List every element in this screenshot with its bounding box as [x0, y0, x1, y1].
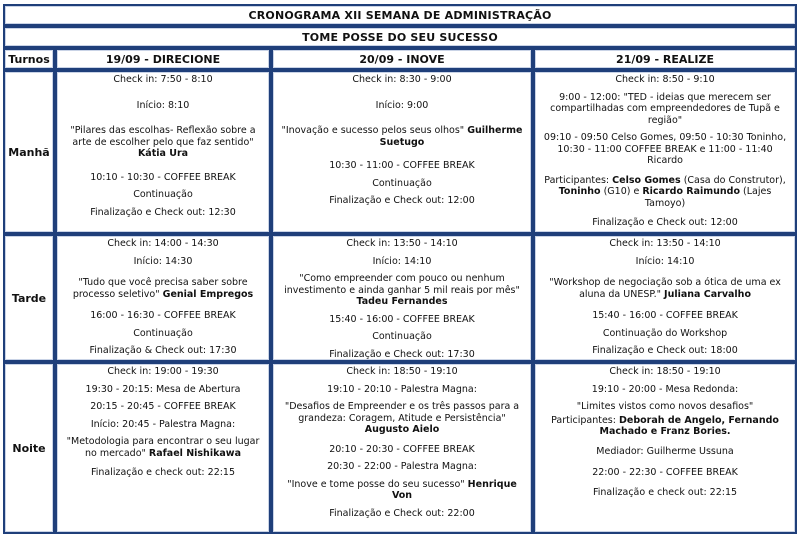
- coffee-break-text: 20:15 - 20:45 - COFFEE BREAK: [90, 401, 236, 412]
- continuation-text: Continuação: [372, 331, 432, 342]
- talk-block: [281, 125, 523, 148]
- cell-noite-day2: [271, 362, 533, 534]
- participant-names: Deborah de Angelo, Fernando Machado e Franz Bories.: [599, 414, 779, 437]
- coffee-break-text: 15:40 - 16:00 - COFFEE BREAK: [592, 310, 738, 321]
- opening-text: 19:30 - 20:15: Mesa de Abertura: [85, 383, 241, 395]
- talk-block: [281, 401, 523, 436]
- continuation-text: Continuação do Workshop: [602, 327, 728, 339]
- speaker-name: Kátia Ura: [137, 148, 189, 159]
- cell-noite-day1: [55, 362, 271, 534]
- participant-name: Celso Gomes: [612, 174, 681, 186]
- checkout-text: Finalização e Check out: 12:00: [329, 195, 475, 206]
- inicio-text: Início: 14:30: [133, 255, 193, 267]
- speaker-name: Guilherme Suetugo: [379, 125, 523, 148]
- talk-title: "Workshop de negociação sob a ótica de uma ex aluna da UNESP.": [549, 277, 781, 300]
- checkin-text: Check in: 18:50 - 19:10: [346, 366, 458, 377]
- participants-block: [543, 415, 787, 438]
- talk-title: "Desafios de Empreender e os três passos para a grandeza: Coragem, Atitude e Persistência": [284, 401, 520, 424]
- talk-block: [281, 273, 523, 308]
- checkin-text: Check in: 18:50 - 19:10: [609, 366, 721, 377]
- participant-name: Toninho: [558, 186, 601, 197]
- speaker-name: Henrique Von: [391, 478, 517, 501]
- palestra-text: 20:30 - 22:00 - Palestra Magna:: [327, 461, 477, 472]
- coffee-break-text: 20:10 - 20:30 - COFFEE BREAK: [329, 443, 475, 455]
- column-header-day3: 21/09 - REALIZE: [533, 48, 797, 70]
- talk-title: "Inovação e sucesso pelos seus olhos": [281, 125, 465, 136]
- checkin-text: Check in: 13:50 - 14:10: [609, 238, 721, 249]
- coffee-break-text: 15:40 - 16:00 - COFFEE BREAK: [329, 313, 475, 325]
- talk-block: [65, 277, 261, 300]
- coffee-break-text: 22:00 - 22:30 - COFFEE BREAK: [592, 467, 738, 478]
- inicio-text: Início: 14:10: [635, 255, 695, 267]
- inicio-text: Início: 20:45 - Palestra Magna:: [90, 418, 236, 430]
- checkout-text: Finalização e Check out: 12:00: [592, 217, 738, 228]
- inicio-text: Início: 8:10: [136, 99, 190, 111]
- checkin-text: Check in: 14:00 - 14:30: [107, 238, 219, 249]
- participants-block: [543, 175, 787, 210]
- checkin-text: Check in: 8:30 - 9:00: [352, 74, 452, 85]
- coffee-break-text: 10:10 - 10:30 - COFFEE BREAK: [90, 171, 236, 183]
- inicio-text: Início: 9:00: [375, 99, 429, 111]
- cell-noite-day3: [533, 362, 797, 534]
- participant-org: (G10) e: [603, 186, 640, 197]
- cell-manha-day1: [55, 70, 271, 234]
- talk-title: "Como empreender com pouco ou nenhum investimento e ainda ganhar 5 mil reais por mês": [284, 273, 520, 296]
- cell-tarde-day2: [271, 234, 533, 362]
- mediator-text: Mediador: Guilherme Ussuna: [596, 445, 734, 457]
- schedule-subtitle: TOME POSSE DO SEU SUCESSO: [3, 26, 797, 48]
- checkin-text: Check in: 7:50 - 8:10: [113, 74, 213, 85]
- talk-title: "Pilares das escolhas- Reflexão sobre a arte de escolher pelo que faz sentido": [70, 125, 256, 148]
- palestra-text: 19:10 - 20:10 - Palestra Magna:: [327, 383, 477, 395]
- speaker-name: Juliana Carvalho: [664, 288, 751, 300]
- cell-tarde-day1: [55, 234, 271, 362]
- talk-block: [543, 277, 787, 300]
- checkout-text: Finalização e Check out: 17:30: [329, 348, 475, 360]
- row-label-noite: Noite: [3, 362, 55, 534]
- participants-label: Participantes:: [551, 414, 616, 426]
- continuation-text: Continuação: [133, 327, 193, 339]
- cell-tarde-day3: [533, 234, 797, 362]
- continuation-text: Continuação: [133, 189, 193, 200]
- participant-org: (Casa do Construtor),: [683, 174, 786, 186]
- checkin-text: Check in: 13:50 - 14:10: [346, 238, 458, 249]
- checkout-text: Finalização e Check out: 22:00: [329, 507, 475, 519]
- checkout-text: Finalização e Check out: 12:30: [90, 206, 236, 218]
- round-table-text: 19:10 - 20:00 - Mesa Redonda:: [591, 383, 739, 395]
- participant-org: (Lajes Tamoyo): [644, 186, 772, 209]
- talk-title: "Tudo que você precisa saber sobre processo seletivo": [72, 277, 248, 300]
- speaker-name: Genial Empregos: [162, 288, 254, 300]
- speaker-name: Tadeu Fernandes: [356, 296, 448, 307]
- column-header-turnos: Turnos: [3, 48, 55, 70]
- speaker-name: Rafael Nishikawa: [148, 447, 241, 459]
- ted-text: 9:00 - 12:00: "TED - ideias que merecem ser compartilhadas com empreendedores de Tupã e região": [550, 91, 780, 126]
- cell-manha-day3: [533, 70, 797, 234]
- checkout-text: Finalização & Check out: 17:30: [89, 345, 237, 356]
- checkout-text: Finalização e Check out: 18:00: [592, 345, 738, 356]
- participant-name: Ricardo Raimundo: [642, 186, 741, 197]
- schedule-table: [3, 4, 797, 534]
- talk-block: [65, 125, 261, 160]
- talk-block: [65, 436, 261, 459]
- coffee-break-text: 10:30 - 11:00 - COFFEE BREAK: [329, 160, 475, 171]
- talk-title: "Limites vistos como novos desafios": [576, 401, 754, 412]
- checkout-text: Finalização e check out: 22:15: [90, 467, 236, 478]
- talk-title: "Inove e tome posse do seu sucesso": [287, 478, 465, 490]
- schedule-title: CRONOGRAMA XII SEMANA DE ADMINISTRAÇÃO: [3, 4, 797, 26]
- checkin-text: Check in: 19:00 - 19:30: [107, 366, 219, 377]
- row-label-manha: Manhã: [3, 70, 55, 234]
- ted-schedule-text: 09:10 - 09:50 Celso Gomes, 09:50 - 10:30 Toninho, 10:30 - 11:00 COFFEE BREAK e 11:00 - 11:40 Ricardo: [543, 132, 787, 166]
- participants-label: Participantes:: [544, 174, 610, 186]
- speaker-name: Augusto Aielo: [364, 424, 440, 435]
- continuation-text: Continuação: [372, 177, 432, 189]
- cell-manha-day2: [271, 70, 533, 234]
- checkin-text: Check in: 8:50 - 9:10: [615, 74, 715, 85]
- column-header-day1: 19/09 - DIRECIONE: [55, 48, 271, 70]
- coffee-break-text: 16:00 - 16:30 - COFFEE BREAK: [90, 310, 236, 321]
- inicio-text: Início: 14:10: [372, 255, 432, 267]
- talk-title: "Metodologia para encontrar o seu lugar no mercado": [66, 436, 260, 459]
- talk-block: [281, 479, 523, 502]
- checkout-text: Finalização e check out: 22:15: [592, 486, 738, 498]
- row-label-tarde: Tarde: [3, 234, 55, 362]
- column-header-day2: 20/09 - INOVE: [271, 48, 533, 70]
